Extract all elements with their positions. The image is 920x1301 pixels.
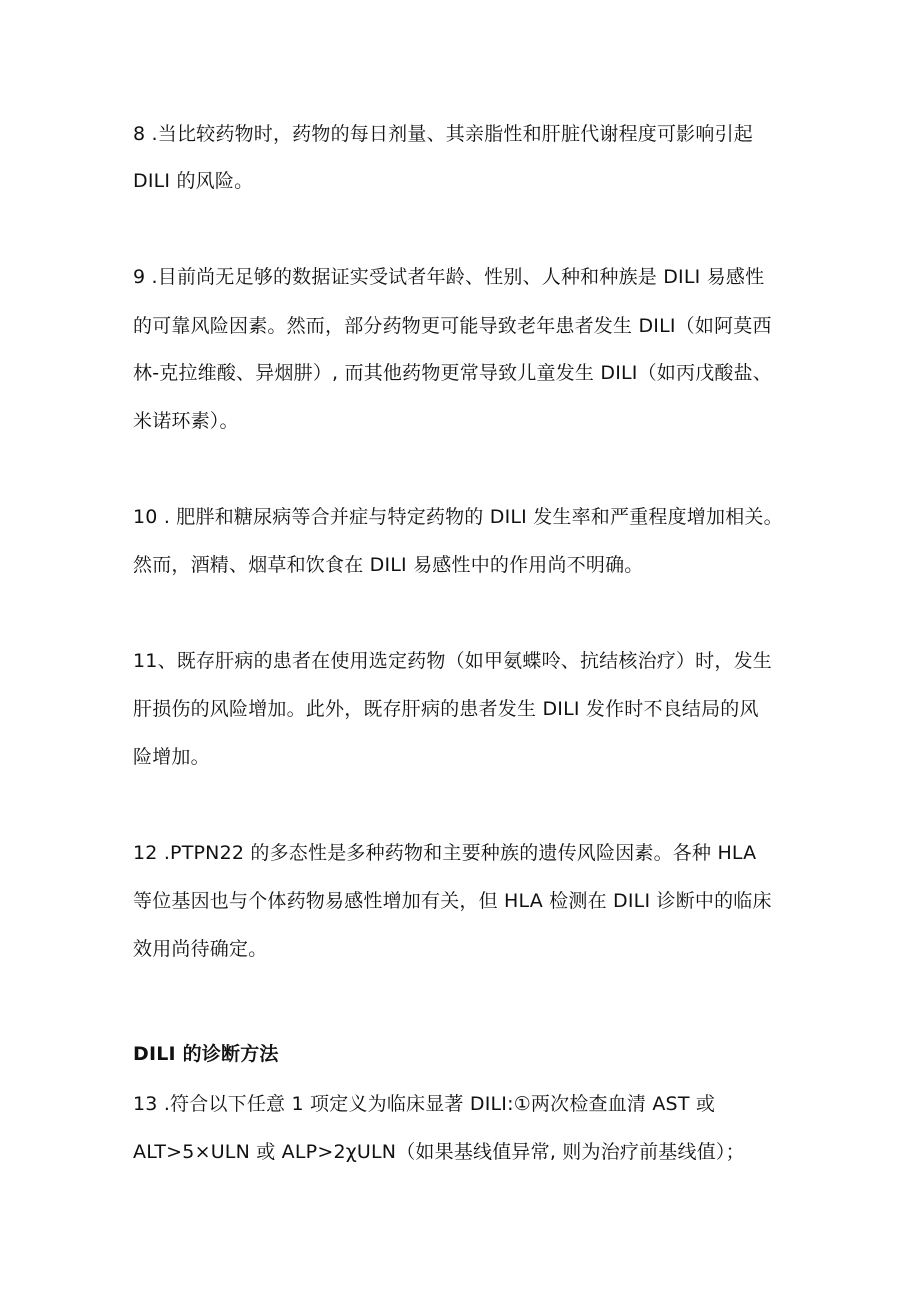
paragraph-12-line-2: 等位基因也与个体药物易感性增加有关，但 HLA 检测在 DILI 诊断中的临床 xyxy=(133,890,772,912)
paragraph-13-line-2: ALT>5×ULN 或 ALP>2χULN（如果基线值异常, 则为治疗前基线值）； xyxy=(133,1141,745,1163)
paragraph-9-line-3: 林-克拉维酸、异烟肼）, 而其他药物更常导致儿童发生 DILI（如丙戊酸盐、 xyxy=(133,362,772,384)
paragraph-9-line-1: 9 .目前尚无足够的数据证实受试者年龄、性别、人种和种族是 DILI 易感性 xyxy=(133,266,765,288)
paragraph-12-line-1: 12 .PTPN22 的多态性是多种药物和主要种族的遗传风险因素。各种 HLA xyxy=(133,842,757,864)
paragraph-8-line-1: 8 .当比较药物时，药物的每日剂量、其亲脂性和肝脏代谢程度可影响引起 xyxy=(133,123,753,145)
paragraph-8-line-2: DILI 的风险。 xyxy=(133,170,254,192)
paragraph-10-line-2: 然而，酒精、烟草和饮食在 DILI 易感性中的作用尚不明确。 xyxy=(133,554,644,576)
paragraph-12-line-3: 效用尚待确定。 xyxy=(133,938,268,960)
section-heading: DILI 的诊断方法 xyxy=(133,1043,279,1065)
paragraph-9-line-4: 米诺环素）。 xyxy=(133,410,239,432)
paragraph-11-line-1: 11、既存肝病的患者在使用选定药物（如甲氨蝶呤、抗结核治疗）时，发生 xyxy=(133,650,772,672)
paragraph-11-line-2: 肝损伤的风险增加。此外，既存肝病的患者发生 DILI 发作时不良结局的风 xyxy=(133,698,759,720)
paragraph-9-line-2: 的可靠风险因素。然而，部分药物更可能导致老年患者发生 DILI（如阿莫西 xyxy=(133,315,772,337)
paragraph-13-line-1: 13 .符合以下任意 1 项定义为临床显著 DILI:①两次检查血清 AST 或 xyxy=(133,1093,716,1115)
paragraph-11-line-3: 险增加。 xyxy=(133,746,210,768)
paragraph-10-line-1: 10 . 肥胖和糖尿病等合并症与特定药物的 DILI 发生率和严重程度增加相关。 xyxy=(133,506,783,528)
